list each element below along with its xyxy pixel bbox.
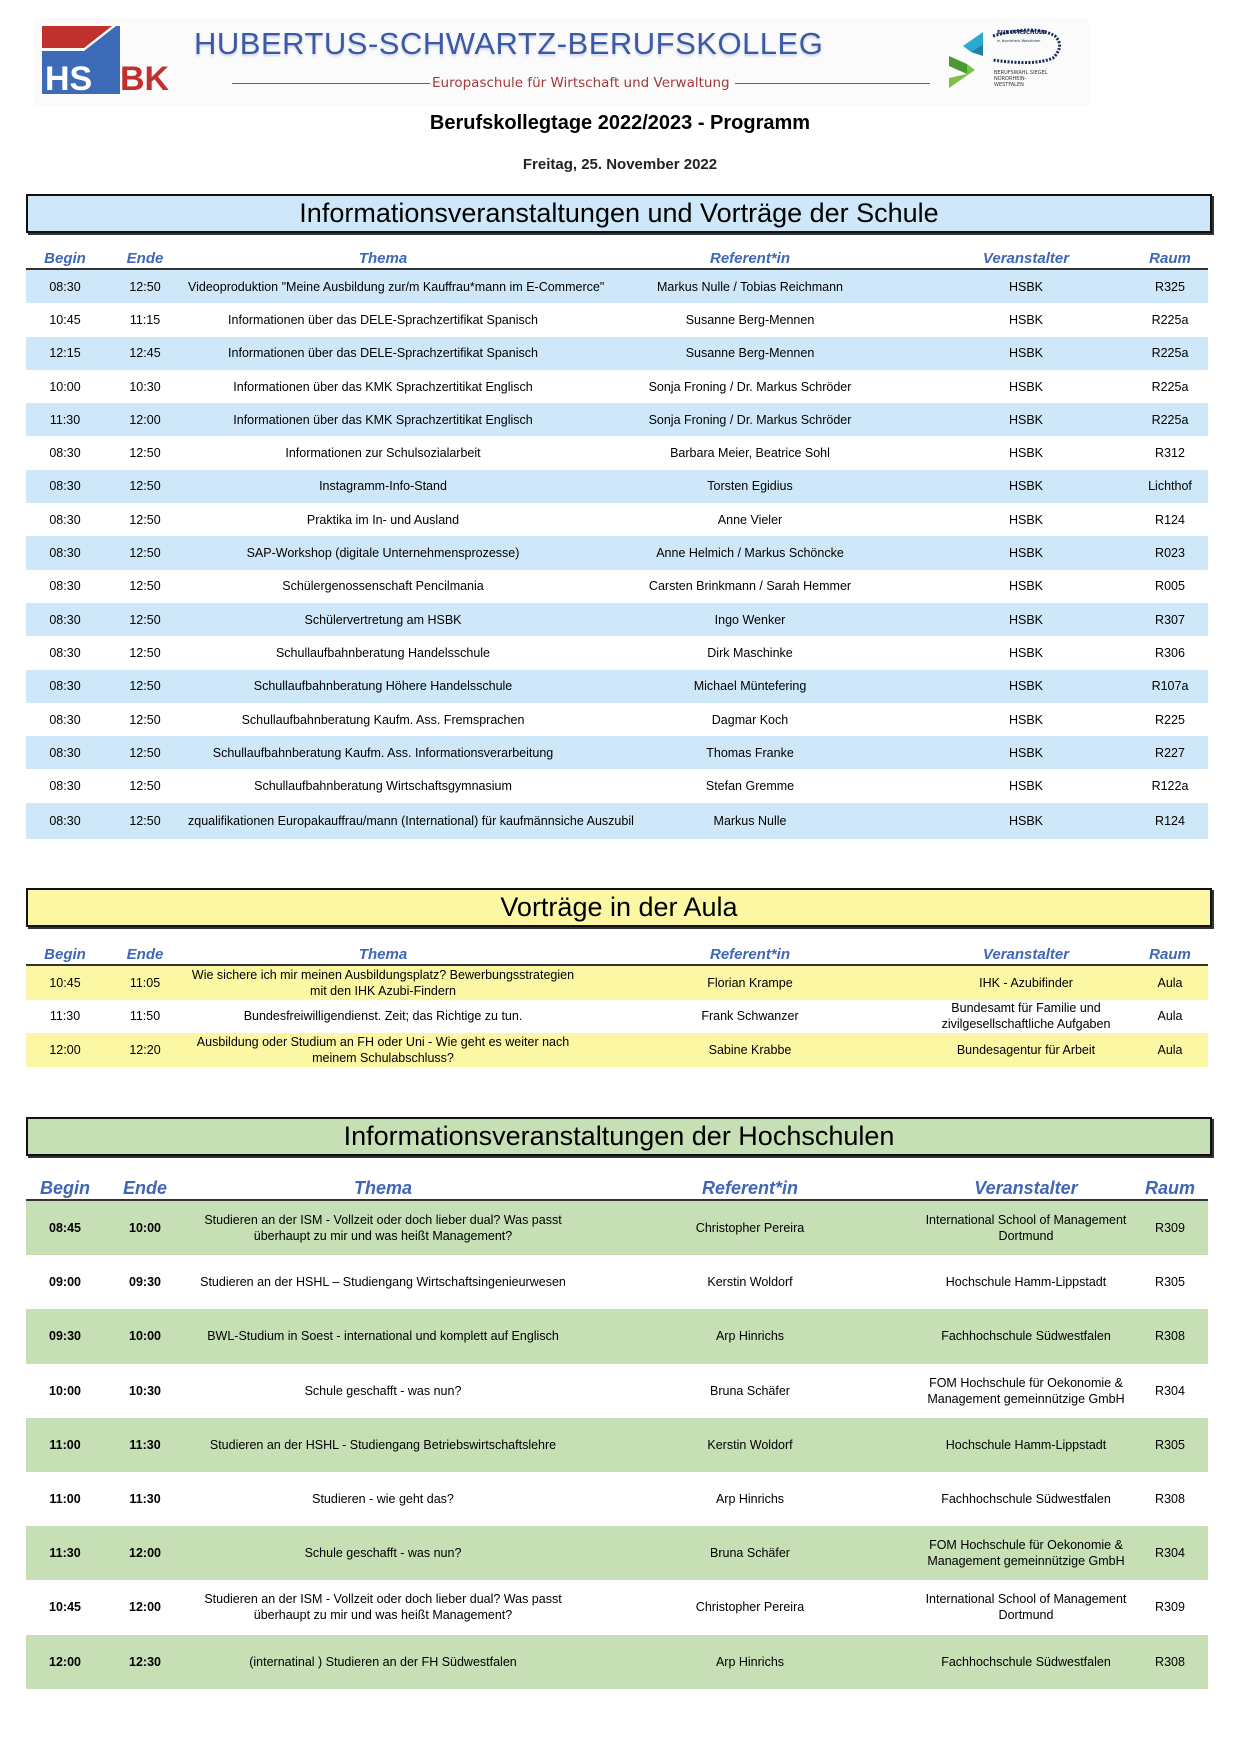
- cell-ende: 12:20: [129, 1042, 161, 1057]
- cell-veranstalter: HSBK: [1008, 479, 1044, 494]
- cell-begin: 08:30: [49, 512, 81, 527]
- column-header-begin: Begin: [44, 946, 86, 963]
- cell-veranstalter: HSBK: [1008, 779, 1044, 794]
- cell-begin: 12:00: [49, 1042, 81, 1057]
- cell-referent: Arp Hinrichs: [715, 1654, 785, 1669]
- cell-referent: Sonja Froning / Dr. Markus Schröder: [648, 412, 852, 427]
- seal-subtitle: in Nordrhein-Westfalen: [997, 38, 1041, 43]
- cell-ende: 10:30: [129, 1383, 161, 1398]
- cell-veranstalter: HSBK: [1008, 645, 1044, 660]
- cell-raum: R225a: [1151, 346, 1189, 361]
- cell-referent: Florian Krampe: [707, 975, 793, 990]
- cell-thema: Informationen über das DELE-Sprachzertifikat Spanisch: [228, 346, 538, 361]
- cell-raum: R309: [1155, 1221, 1185, 1236]
- cell-thema: BWL-Studium in Soest - international und komplett auf Englisch: [207, 1329, 559, 1344]
- cell-ende: 11:15: [129, 312, 161, 327]
- cell-thema: Schullaufbahnberatung Kaufm. Ass. Informationsverarbeitung: [212, 745, 554, 760]
- cell-begin: 12:15: [49, 346, 81, 361]
- cell-ende: 12:50: [129, 813, 161, 828]
- table-hochschulen: [26, 1175, 1208, 1689]
- table-row: [26, 636, 1208, 669]
- cell-begin: 10:00: [49, 379, 81, 394]
- section-title-schule: Informationsveranstaltungen und Vorträge der Schule: [26, 194, 1212, 233]
- cell-referent: Christopher Pereira: [695, 1221, 805, 1236]
- cell-referent: Anne Vieler: [717, 512, 783, 527]
- column-header-thema: Thema: [353, 1178, 413, 1198]
- cell-ende: 12:50: [129, 446, 161, 461]
- cell-referent: Susanne Berg-Mennen: [685, 312, 815, 327]
- cell-begin: 11:00: [49, 1437, 81, 1452]
- cell-ende: 11:05: [129, 975, 161, 990]
- tagline-rule-right: [735, 83, 930, 84]
- cell-veranstalter: FOM Hochschule für Oekonomie & Management gemeinnützige GmbH: [927, 1375, 1125, 1406]
- cell-thema: Schülergenossenschaft Pencilmania: [282, 579, 484, 594]
- cell-referent: Sonja Froning / Dr. Markus Schröder: [648, 379, 852, 394]
- column-header-ende: Ende: [122, 1178, 167, 1198]
- cell-referent: Bruna Schäfer: [710, 1383, 790, 1398]
- tagline-rule-left: [232, 83, 430, 84]
- cell-raum: R309: [1155, 1600, 1185, 1615]
- table-row: [26, 470, 1208, 503]
- cell-referent: Barbara Meier, Beatrice Sohl: [670, 446, 830, 461]
- cell-begin: 12:00: [49, 1654, 81, 1669]
- cell-veranstalter: Bundesamt für Familie und zivilgesellschaftliche Aufgaben: [941, 1001, 1111, 1032]
- cell-begin: 08:30: [49, 446, 81, 461]
- cell-ende: 11:30: [129, 1492, 161, 1507]
- cell-ende: 12:50: [129, 612, 161, 627]
- cell-referent: Kerstin Woldorf: [707, 1275, 793, 1290]
- table-row: [26, 769, 1208, 802]
- cell-ende: 12:00: [129, 1600, 161, 1615]
- cell-veranstalter: Fachhochschule Südwestfalen: [941, 1329, 1111, 1344]
- cell-thema: Schule geschafft - was nun?: [304, 1383, 462, 1398]
- cell-veranstalter: Fachhochschule Südwestfalen: [941, 1492, 1111, 1507]
- cell-referent: Michael Müntefering: [693, 679, 807, 694]
- cell-raum: R122a: [1151, 779, 1189, 794]
- cell-thema: Videoproduktion "Meine Ausbildung zur/m Kauffrau*mann im E-Commerce": [188, 279, 605, 294]
- table-row: [26, 736, 1208, 769]
- cell-referent: Anne Helmich / Markus Schöncke: [656, 546, 844, 561]
- cell-raum: Aula: [1157, 1042, 1183, 1057]
- cell-ende: 12:50: [129, 679, 161, 694]
- cell-raum: R227: [1155, 745, 1185, 760]
- cell-begin: 11:30: [49, 412, 81, 427]
- cell-ende: 12:50: [129, 712, 161, 727]
- cell-thema: Studieren an der HSHL - Studiengang Betriebswirtschaftslehre: [209, 1437, 557, 1452]
- table-row: [26, 1255, 1208, 1309]
- cell-begin: 10:45: [49, 975, 81, 990]
- column-header-veranstalter: Veranstalter: [982, 946, 1070, 963]
- cell-raum: R225a: [1151, 412, 1189, 427]
- table-row: [26, 436, 1208, 469]
- cell-thema: Wie sichere ich mir meinen Ausbildungsplatz? Bewerbungsstrategien mit den IHK Azubi-Findern: [191, 967, 575, 998]
- cell-referent: Ingo Wenker: [714, 612, 786, 627]
- cell-veranstalter: Hochschule Hamm-Lippstadt: [945, 1275, 1107, 1290]
- table-row: [26, 703, 1208, 736]
- cell-referent: Arp Hinrichs: [715, 1492, 785, 1507]
- cell-thema: Informationen über das KMK Sprachzertitikat Englisch: [233, 412, 533, 427]
- table-row: [26, 803, 1208, 839]
- cell-raum: R107a: [1151, 679, 1189, 694]
- table-row: [26, 1418, 1208, 1472]
- svg-text:BK: BK: [120, 60, 170, 98]
- cell-thema: Informationen zur Schulsozialarbeit: [285, 446, 481, 461]
- cell-ende: 12:00: [129, 412, 161, 427]
- cell-begin: 08:30: [49, 579, 81, 594]
- cell-begin: 08:30: [49, 546, 81, 561]
- cell-veranstalter: HSBK: [1008, 379, 1044, 394]
- cell-referent: Thomas Franke: [706, 745, 794, 760]
- cell-veranstalter: International School of Management Dortmund: [925, 1213, 1127, 1244]
- cell-thema: Praktika im In- und Ausland: [306, 512, 460, 527]
- table-row: [26, 370, 1208, 403]
- cell-thema: Studieren an der ISM - Vollzeit oder doch lieber dual? Was passt überhaupt zu mir und was heißt Management?: [204, 1213, 562, 1244]
- cell-begin: 10:45: [49, 1600, 81, 1615]
- cell-referent: Markus Nulle / Tobias Reichmann: [657, 279, 843, 294]
- cell-referent: Dirk Maschinke: [707, 645, 793, 660]
- cell-thema: Studieren an der ISM - Vollzeit oder doch lieber dual? Was passt überhaupt zu mir und was heißt Management?: [204, 1592, 562, 1623]
- cell-veranstalter: International School of Management Dortmund: [925, 1592, 1127, 1623]
- cell-ende: 12:50: [129, 546, 161, 561]
- cell-raum: R305: [1155, 1437, 1185, 1452]
- table-row: [26, 1526, 1208, 1580]
- table-row: [26, 1364, 1208, 1418]
- cell-thema: Informationen über das DELE-Sprachzertifikat Spanisch: [228, 312, 538, 327]
- table-row: [26, 603, 1208, 636]
- cell-ende: 12:50: [129, 279, 161, 294]
- table-header: [26, 944, 1208, 966]
- cell-veranstalter: IHK - Azubifinder: [979, 975, 1073, 990]
- section-title-aula: Vorträge in der Aula: [26, 888, 1212, 927]
- cell-raum: R305: [1155, 1275, 1185, 1290]
- cell-veranstalter: FOM Hochschule für Oekonomie & Management gemeinnützige GmbH: [927, 1538, 1125, 1569]
- table-row: [26, 1580, 1208, 1634]
- column-header-ende: Ende: [126, 250, 164, 267]
- table-row: [26, 1201, 1208, 1255]
- cell-veranstalter: HSBK: [1008, 346, 1044, 361]
- cell-thema: Schule geschafft - was nun?: [304, 1546, 462, 1561]
- cell-veranstalter: HSBK: [1008, 745, 1044, 760]
- table-schule: [26, 248, 1208, 839]
- cell-begin: 11:30: [49, 1546, 81, 1561]
- cell-thema: Studieren - wie geht das?: [312, 1492, 454, 1507]
- cell-raum: R023: [1155, 546, 1185, 561]
- section-title-hochschulen: Informationsveranstaltungen der Hochschulen: [26, 1117, 1212, 1156]
- cell-ende: 11:30: [129, 1437, 161, 1452]
- column-header-veranstalter: Veranstalter: [982, 250, 1070, 267]
- cell-begin: 08:30: [49, 745, 81, 760]
- seal-title: EUROPASCHULE: [997, 30, 1047, 36]
- cell-raum: R304: [1155, 1546, 1185, 1561]
- table-body: [26, 270, 1208, 839]
- cell-raum: R308: [1155, 1654, 1185, 1669]
- cell-begin: 11:30: [49, 1009, 81, 1024]
- cell-veranstalter: HSBK: [1008, 579, 1044, 594]
- cell-veranstalter: Fachhochschule Südwestfalen: [941, 1654, 1111, 1669]
- cell-begin: 08:30: [49, 679, 81, 694]
- cell-begin: 08:30: [49, 779, 81, 794]
- cell-ende: 12:30: [129, 1654, 161, 1669]
- column-header-raum: Raum: [1149, 250, 1191, 267]
- cell-begin: 10:45: [49, 312, 81, 327]
- table-row: [26, 503, 1208, 536]
- cell-raum: R306: [1155, 645, 1185, 660]
- cell-ende: 10:30: [129, 379, 161, 394]
- cell-veranstalter: HSBK: [1008, 446, 1044, 461]
- cell-raum: Aula: [1157, 1009, 1183, 1024]
- cell-veranstalter: HSBK: [1008, 279, 1044, 294]
- document-date: Freitag, 25. November 2022: [522, 156, 718, 173]
- column-header-referent: Referent*in: [701, 1178, 799, 1198]
- cell-ende: 12:50: [129, 512, 161, 527]
- table-row: [26, 303, 1208, 336]
- table-body: [26, 966, 1208, 1067]
- table-row: [26, 966, 1208, 1000]
- cell-ende: 12:50: [129, 479, 161, 494]
- cell-ende: 12:45: [129, 346, 161, 361]
- cell-raum: R225a: [1151, 312, 1189, 327]
- table-row: [26, 337, 1208, 370]
- cell-veranstalter: HSBK: [1008, 546, 1044, 561]
- cell-raum: R308: [1155, 1329, 1185, 1344]
- cell-begin: 11:00: [49, 1492, 81, 1507]
- cell-ende: 12:50: [129, 745, 161, 760]
- cell-thema: SAP-Workshop (digitale Unternehmensprozesse): [246, 546, 520, 561]
- cell-raum: R307: [1155, 612, 1185, 627]
- cell-referent: Christopher Pereira: [695, 1600, 805, 1615]
- cell-referent: Frank Schwanzer: [701, 1009, 799, 1024]
- cell-ende: 12:00: [129, 1546, 161, 1561]
- cell-referent: Sabine Krabbe: [708, 1042, 792, 1057]
- table-row: [26, 570, 1208, 603]
- cell-thema: Ausbildung oder Studium an FH oder Uni - Wie geht es weiter nach meinem Schulabschluss?: [196, 1034, 570, 1065]
- cell-veranstalter: HSBK: [1008, 813, 1044, 828]
- cell-thema: zqualifikationen Europakauffrau/mann (International) für kaufmännsiche Auszubil: [188, 813, 634, 828]
- cell-veranstalter: HSBK: [1008, 412, 1044, 427]
- cell-ende: 12:50: [129, 645, 161, 660]
- cell-begin: 08:30: [49, 612, 81, 627]
- seal-caption: BERUFSWAHL SIEGEL NORDRHEIN-WESTFALEN: [994, 70, 1048, 88]
- table-header: [26, 1175, 1208, 1201]
- cell-raum: R124: [1155, 512, 1185, 527]
- cell-ende: 09:30: [129, 1275, 161, 1290]
- cell-veranstalter: HSBK: [1008, 679, 1044, 694]
- cell-veranstalter: HSBK: [1008, 712, 1044, 727]
- hsbk-logo: [40, 26, 180, 98]
- cell-thema: Schullaufbahnberatung Kaufm. Ass. Fremsprachen: [241, 712, 525, 727]
- cell-referent: Markus Nulle: [713, 813, 787, 828]
- cell-referent: Carsten Brinkmann / Sarah Hemmer: [648, 579, 852, 594]
- cell-thema: Schullaufbahnberatung Höhere Handelsschule: [253, 679, 513, 694]
- column-header-raum: Raum: [1144, 1178, 1195, 1198]
- cell-referent: Dagmar Koch: [711, 712, 789, 727]
- column-header-begin: Begin: [44, 250, 86, 267]
- cell-raum: R325: [1155, 279, 1185, 294]
- cell-raum: R308: [1155, 1492, 1185, 1507]
- cell-ende: 12:50: [129, 579, 161, 594]
- cell-begin: 09:30: [49, 1329, 81, 1344]
- cell-referent: Arp Hinrichs: [715, 1329, 785, 1344]
- cell-raum: R225: [1155, 712, 1185, 727]
- column-header-referent: Referent*in: [709, 946, 791, 963]
- column-header-thema: Thema: [358, 250, 408, 267]
- cell-ende: 10:00: [129, 1221, 161, 1236]
- cell-begin: 08:30: [49, 813, 81, 828]
- table-row: [26, 270, 1208, 303]
- cell-raum: Lichthof: [1148, 479, 1192, 494]
- cell-raum: Aula: [1157, 975, 1183, 990]
- cell-referent: Torsten Egidius: [707, 479, 793, 494]
- cell-ende: 12:50: [129, 779, 161, 794]
- cell-referent: Stefan Gremme: [705, 779, 795, 794]
- table-row: [26, 536, 1208, 569]
- table-aula: [26, 944, 1208, 1067]
- table-row: [26, 1000, 1208, 1034]
- table-row: [26, 403, 1208, 436]
- cell-referent: Kerstin Woldorf: [707, 1437, 793, 1452]
- cell-thema: Schülervertretung am HSBK: [304, 612, 462, 627]
- cell-thema: Schullaufbahnberatung Handelsschule: [275, 645, 491, 660]
- cell-veranstalter: Bundesagentur für Arbeit: [956, 1042, 1096, 1057]
- tagline: Europaschule für Wirtschaft und Verwaltung: [432, 75, 730, 91]
- cell-thema: Bundesfreiwilligendienst. Zeit; das Richtige zu tun.: [243, 1009, 523, 1024]
- document-title: Berufskollegtage 2022/2023 - Programm: [429, 112, 811, 134]
- column-header-thema: Thema: [358, 946, 408, 963]
- cell-ende: 10:00: [129, 1329, 161, 1344]
- cell-thema: Schullaufbahnberatung Wirtschaftsgymnasium: [254, 779, 512, 794]
- table-row: [26, 1033, 1208, 1067]
- column-header-raum: Raum: [1149, 946, 1191, 963]
- cell-begin: 08:30: [49, 712, 81, 727]
- cell-thema: Studieren an der HSHL – Studiengang Wirtschaftsingenieurwesen: [200, 1275, 566, 1290]
- column-header-begin: Begin: [39, 1178, 90, 1198]
- table-row: [26, 670, 1208, 703]
- cell-thema: (internatinal ) Studieren an der FH Südwestfalen: [249, 1654, 517, 1669]
- cell-referent: Susanne Berg-Mennen: [685, 346, 815, 361]
- cell-begin: 08:30: [49, 479, 81, 494]
- school-name: HUBERTUS-SCHWARTZ-BERUFSKOLLEG: [194, 26, 824, 61]
- cell-raum: R005: [1155, 579, 1185, 594]
- cell-begin: 08:45: [49, 1221, 81, 1236]
- cell-referent: Bruna Schäfer: [710, 1546, 790, 1561]
- cell-raum: R312: [1155, 446, 1185, 461]
- cell-veranstalter: HSBK: [1008, 312, 1044, 327]
- cell-begin: 09:00: [49, 1275, 81, 1290]
- cell-begin: 08:30: [49, 279, 81, 294]
- cell-ende: 11:50: [129, 1009, 161, 1024]
- cell-veranstalter: HSBK: [1008, 612, 1044, 627]
- column-header-referent: Referent*in: [709, 250, 791, 267]
- cell-begin: 08:30: [49, 645, 81, 660]
- column-header-veranstalter: Veranstalter: [974, 1178, 1078, 1198]
- cell-raum: R225a: [1151, 379, 1189, 394]
- column-header-ende: Ende: [126, 946, 164, 963]
- cell-raum: R304: [1155, 1383, 1185, 1398]
- table-row: [26, 1635, 1208, 1689]
- cell-raum: R124: [1155, 813, 1185, 828]
- svg-text:HS: HS: [45, 60, 93, 98]
- cell-begin: 10:00: [49, 1383, 81, 1398]
- cell-thema: Informationen über das KMK Sprachzertitikat Englisch: [233, 379, 533, 394]
- table-body: [26, 1201, 1208, 1689]
- cell-thema: Instagramm-Info-Stand: [319, 479, 447, 494]
- cell-veranstalter: HSBK: [1008, 512, 1044, 527]
- table-row: [26, 1472, 1208, 1526]
- cell-veranstalter: Hochschule Hamm-Lippstadt: [945, 1437, 1107, 1452]
- table-row: [26, 1309, 1208, 1363]
- table-header: [26, 248, 1208, 270]
